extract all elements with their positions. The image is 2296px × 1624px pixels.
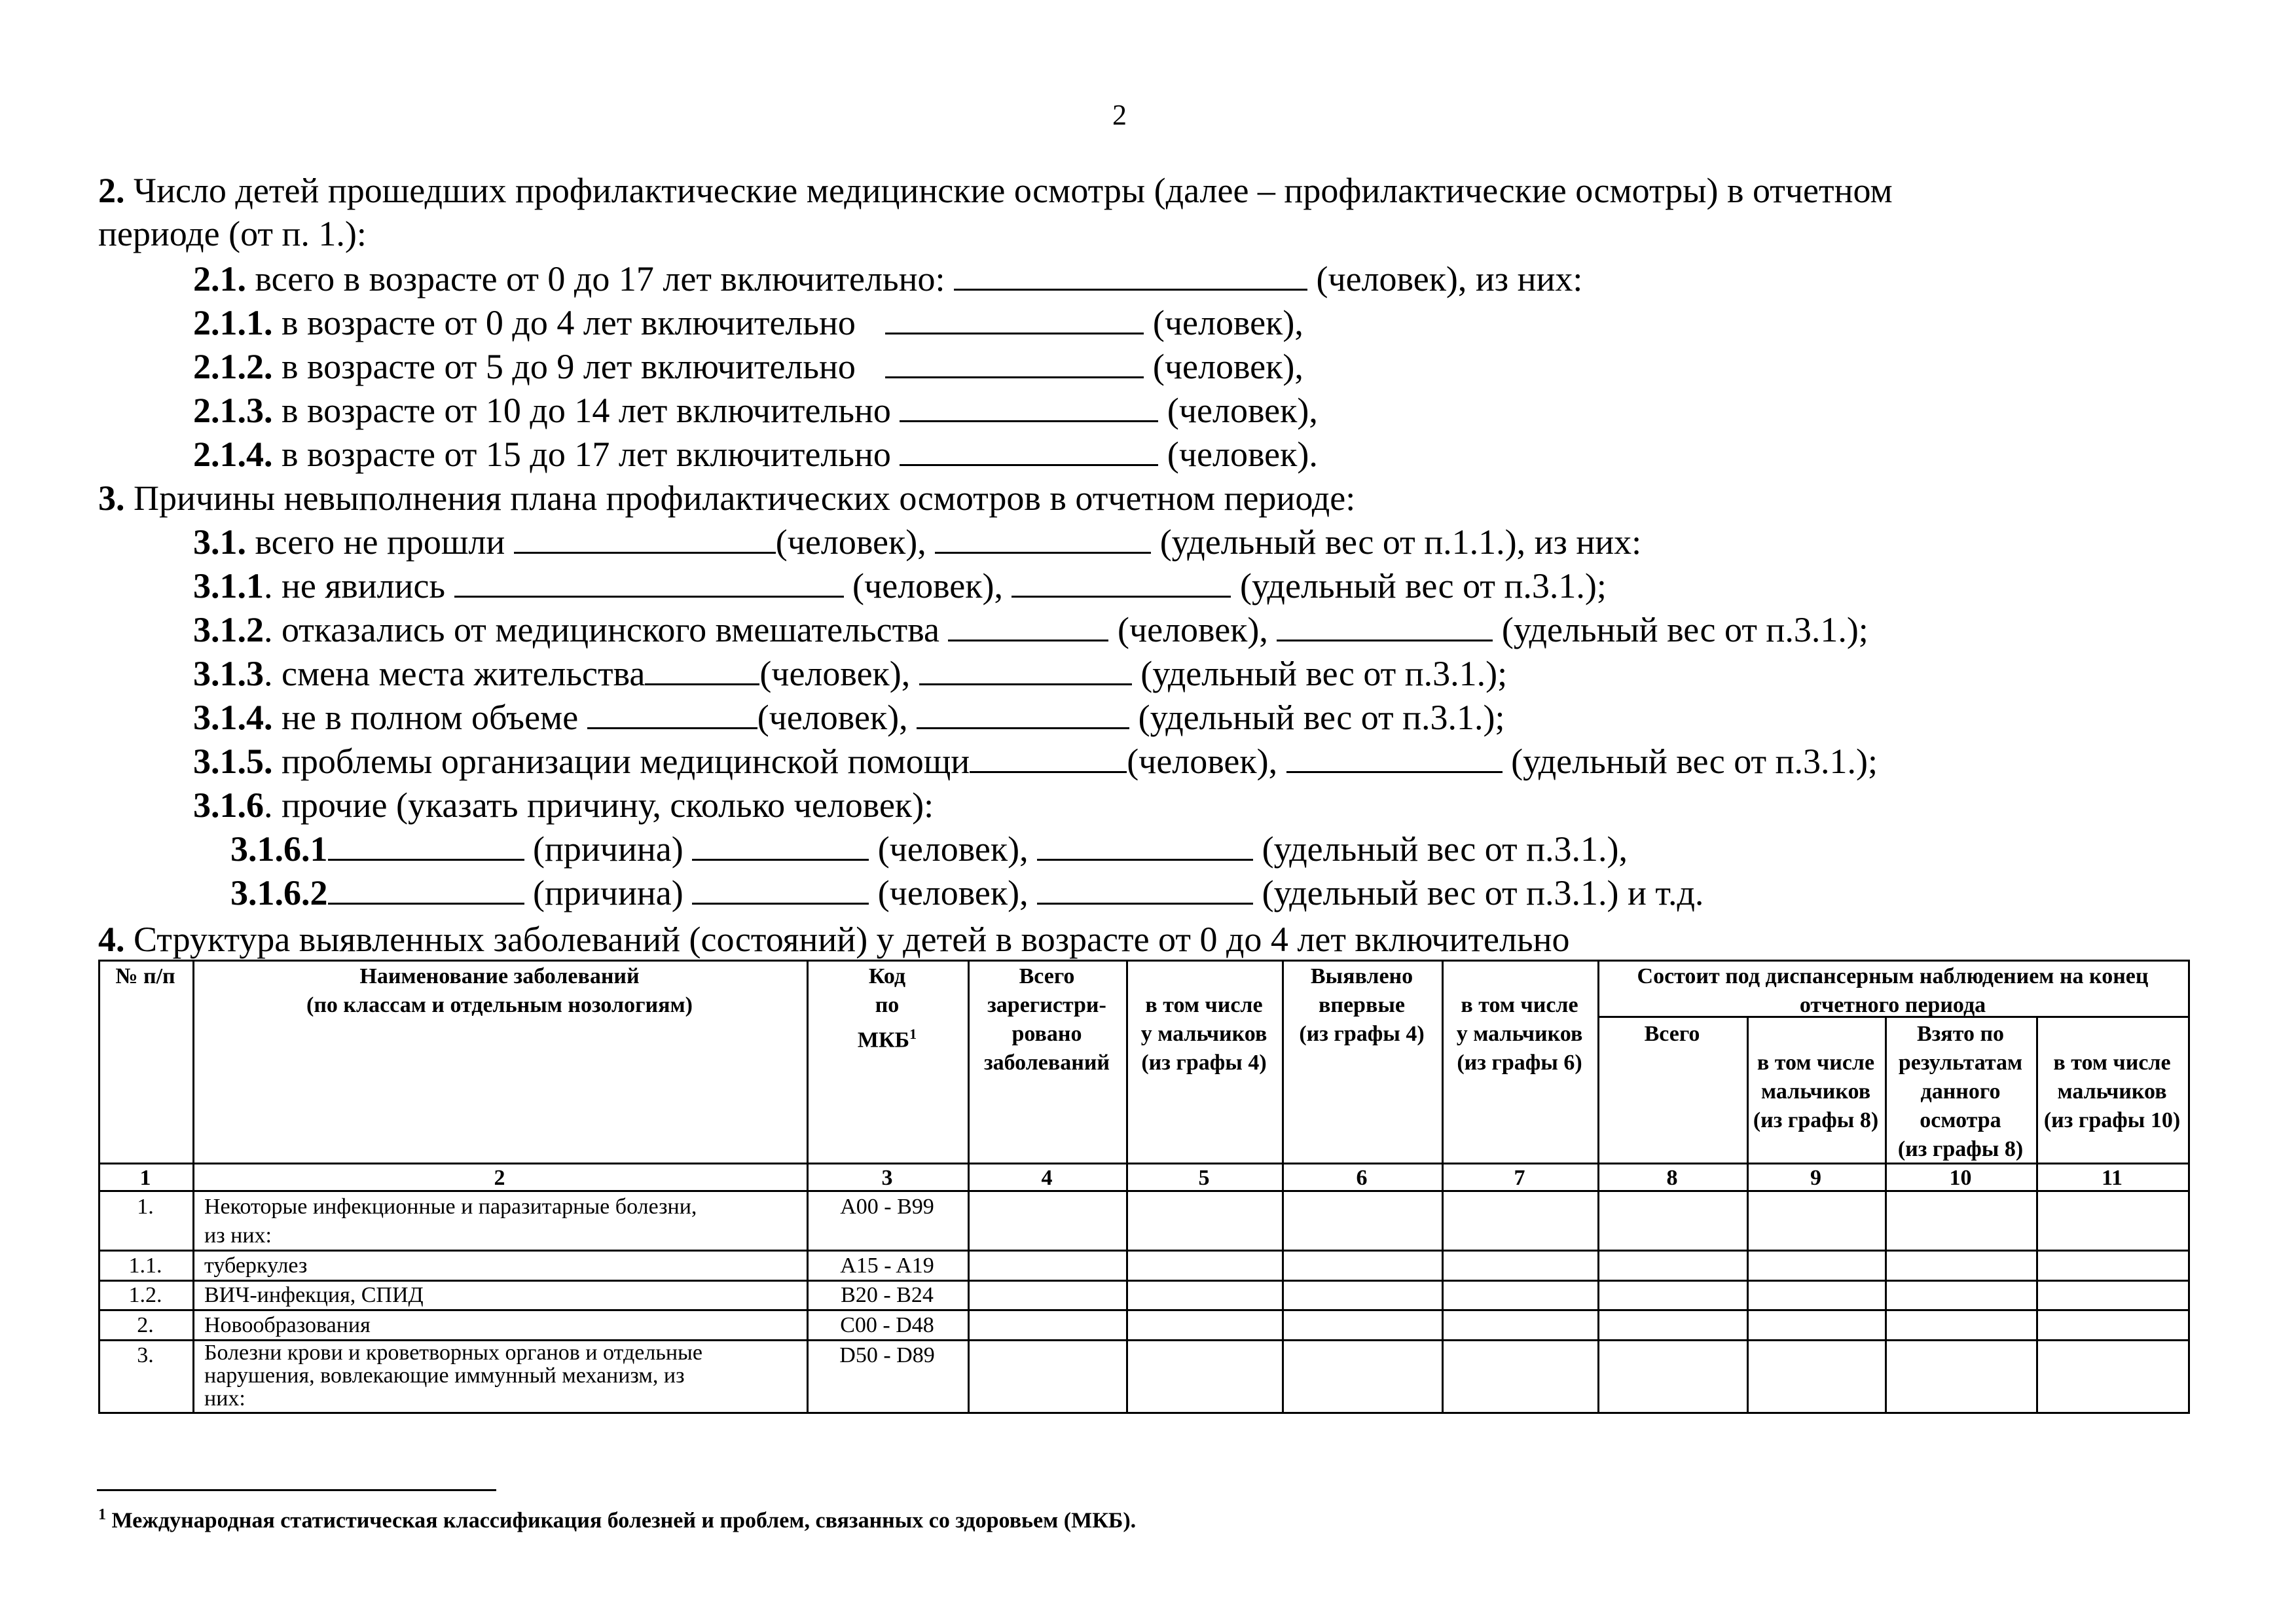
row-disease-name: ВИЧ-инфекция, СПИД bbox=[204, 1283, 424, 1307]
blank-field[interactable] bbox=[900, 390, 1158, 422]
colnum-6: 6 bbox=[1356, 1166, 1368, 1190]
blank-field[interactable] bbox=[948, 609, 1108, 641]
blank-field[interactable] bbox=[970, 741, 1127, 773]
item-2-1-1: 2.1.1. в возрасте от 0 до 4 лет включительно (человек), bbox=[193, 303, 1303, 342]
row-num: 1.1. bbox=[128, 1254, 162, 1278]
footnote-text: Международная статистическая классификация болезней и проблем, связанных со здоровьем (МКБ). bbox=[106, 1508, 1137, 1533]
header-disp-total: Всего bbox=[1644, 1022, 1700, 1046]
diseases-table bbox=[98, 960, 2188, 1414]
blank-field[interactable] bbox=[885, 346, 1144, 378]
blank-field[interactable] bbox=[645, 653, 759, 685]
header-icd-code: Код по МКБ$^1$ bbox=[857, 964, 917, 1053]
colnum-8: 8 bbox=[1666, 1166, 1678, 1190]
header-first-detected: Выявлено впервые (из графы 4) bbox=[1299, 964, 1425, 1046]
blank-field[interactable] bbox=[885, 302, 1144, 334]
blank-field[interactable] bbox=[1277, 609, 1493, 641]
colnum-3: 3 bbox=[881, 1166, 893, 1190]
item-3-1-6-1: 3.1.6.1 (причина) (человек), (удельный вес от п.3.1.), bbox=[230, 829, 1628, 869]
header-disease-name: Наименование заболеваний (по классам и отдельным нозологиям) bbox=[306, 964, 693, 1017]
item-3-1: 3.1. всего не прошли (человек), (удельный вес от п.1.1.), из них: bbox=[193, 522, 1642, 562]
blank-field[interactable] bbox=[917, 697, 1129, 729]
item-3-1-2: 3.1.2. отказались от медицинского вмешательства (человек), (удельный вес от п.3.1.); bbox=[193, 610, 1868, 649]
blank-field[interactable] bbox=[514, 522, 776, 554]
header-boys-from-6: в том числе у мальчиков (из графы 6) bbox=[1456, 993, 1583, 1075]
colnum-7: 7 bbox=[1514, 1166, 1525, 1190]
footnote-rule bbox=[97, 1489, 496, 1491]
page-number: 2 bbox=[1112, 99, 1127, 131]
item-2-1: 2.1. всего в возрасте от 0 до 17 лет включительно: (человек), из них: bbox=[193, 259, 1583, 298]
colnum-2: 2 bbox=[494, 1166, 505, 1190]
section-2-text: Число детей прошедших профилактические медицинские осмотры (далее – профилактические осмотры) в отчетном bbox=[124, 171, 1893, 210]
item-2-1-4: 2.1.4. в возрасте от 15 до 17 лет включительно (человек). bbox=[193, 435, 1318, 474]
section-2-heading-cont: периоде (от п. 1.): bbox=[98, 214, 367, 253]
item-3-1-3: 3.1.3. смена места жительства (человек), (удельный вес от п.3.1.); bbox=[193, 654, 1508, 693]
section-4-heading: 4. Структура выявленных заболеваний (состояний) у детей в возрасте от 0 до 4 лет включительно bbox=[98, 920, 1570, 959]
header-disp-boys: в том числе мальчиков (из графы 8) bbox=[1753, 1051, 1879, 1132]
blank-field[interactable] bbox=[328, 829, 524, 861]
row-disease-name: Некоторые инфекционные и паразитарные болезни, из них: bbox=[204, 1195, 697, 1248]
footnote-mark: 1 bbox=[98, 1506, 106, 1523]
header-dispensary-group: Состоит под диспансерным наблюдением на конец отчетного периода bbox=[1637, 964, 2149, 1017]
blank-field[interactable] bbox=[954, 259, 1307, 291]
blank-field[interactable] bbox=[454, 566, 844, 598]
row-icd-code: A00 - B99 bbox=[840, 1195, 934, 1219]
header-total-registered: Всего зарегистри- ровано заболеваний bbox=[983, 964, 1110, 1075]
blank-field[interactable] bbox=[935, 522, 1151, 554]
row-icd-code: A15 - A19 bbox=[840, 1254, 934, 1278]
section-2-number: 2. bbox=[98, 171, 125, 210]
header-num: № п/п bbox=[115, 964, 175, 988]
blank-field[interactable] bbox=[1011, 566, 1231, 598]
header-taken-boys: в том числе мальчиков (из графы 10) bbox=[2043, 1051, 2181, 1132]
blank-field[interactable] bbox=[1037, 829, 1253, 861]
row-num: 2. bbox=[137, 1313, 154, 1337]
section-3-heading: 3. Причины невыполнения плана профилактических осмотров в отчетном периоде: bbox=[98, 478, 1356, 518]
item-3-1-5: 3.1.5. проблемы организации медицинской помощи (человек), (удельный вес от п.3.1.); bbox=[193, 742, 1878, 781]
blank-field[interactable] bbox=[900, 434, 1158, 466]
header-taken-this-exam: Взято по результатам данного осмотра (из графы 8) bbox=[1897, 1022, 2024, 1161]
section-2-heading bbox=[98, 169, 1893, 212]
row-num: 1.2. bbox=[128, 1283, 162, 1307]
item-3-1-1: 3.1.1. не явились (человек), (удельный вес от п.3.1.); bbox=[193, 566, 1607, 605]
blank-field[interactable] bbox=[1037, 873, 1253, 905]
blank-field[interactable] bbox=[919, 653, 1132, 685]
row-icd-code: D50 - D89 bbox=[839, 1343, 935, 1367]
blank-field[interactable] bbox=[328, 873, 524, 905]
row-num: 1. bbox=[137, 1195, 154, 1219]
row-disease-name: Болезни крови и кроветворных органов и отдельные нарушения, вовлекающие иммунный механизм, из них: bbox=[204, 1341, 702, 1410]
item-2-1-2: 2.1.2. в возрасте от 5 до 9 лет включительно (человек), bbox=[193, 347, 1303, 386]
blank-field[interactable] bbox=[1286, 741, 1503, 773]
item-3-1-6-2: 3.1.6.2 (причина) (человек), (удельный вес от п.3.1.) и т.д. bbox=[230, 873, 1704, 912]
colnum-1: 1 bbox=[139, 1166, 151, 1190]
item-3-1-6: 3.1.6. прочие (указать причину, сколько человек): bbox=[193, 785, 934, 825]
item-2-1-3: 2.1.3. в возрасте от 10 до 14 лет включительно (человек), bbox=[193, 391, 1318, 430]
row-icd-code: B20 - B24 bbox=[841, 1283, 934, 1307]
row-num: 3. bbox=[137, 1343, 154, 1367]
row-disease-name: туберкулез bbox=[204, 1254, 308, 1278]
colnum-10: 10 bbox=[1949, 1166, 1972, 1190]
colnum-9: 9 bbox=[1810, 1166, 1821, 1190]
row-disease-name: Новообразования bbox=[204, 1313, 371, 1337]
item-3-1-4: 3.1.4. не в полном объеме (человек), (удельный вес от п.3.1.); bbox=[193, 698, 1505, 737]
blank-field[interactable] bbox=[692, 873, 869, 905]
colnum-11: 11 bbox=[2101, 1166, 2123, 1190]
footnote bbox=[98, 1499, 1136, 1536]
header-boys-from-4: в том числе у мальчиков (из графы 4) bbox=[1140, 993, 1267, 1075]
row-icd-code: C00 - D48 bbox=[840, 1313, 934, 1337]
blank-field[interactable] bbox=[587, 697, 757, 729]
colnum-4: 4 bbox=[1041, 1166, 1053, 1190]
blank-field[interactable] bbox=[692, 829, 869, 861]
colnum-5: 5 bbox=[1198, 1166, 1210, 1190]
